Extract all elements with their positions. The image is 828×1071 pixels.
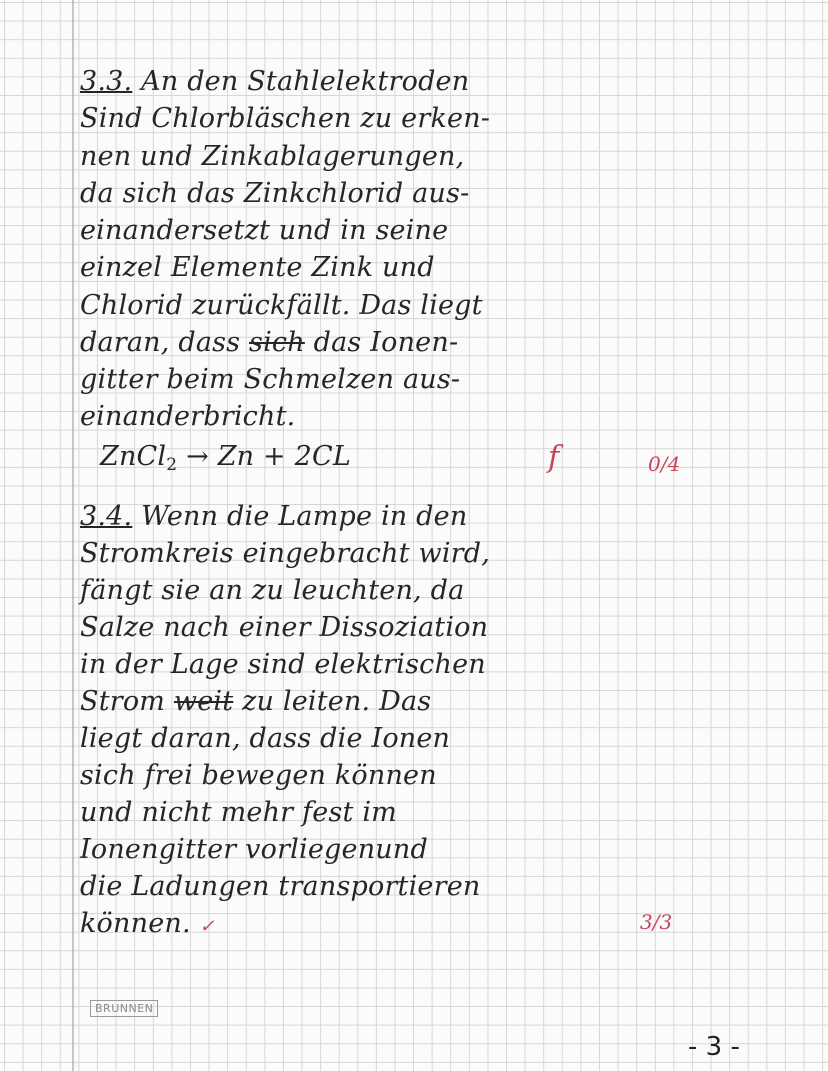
score-3-3: 0/4 bbox=[648, 452, 681, 476]
line-3-3-9: gitter beim Schmelzen aus- bbox=[80, 364, 461, 395]
line-3-3-7: Chlorid zurückfällt. Das liegt bbox=[80, 290, 483, 321]
line-3-3-2: Sind Chlorbläschen zu erken- bbox=[80, 103, 491, 134]
line-3-4-7: liegt daran, dass die Ionen bbox=[80, 723, 451, 754]
line-3-3-4: da sich das Zinkchlorid aus- bbox=[80, 178, 470, 209]
line-3-3-3: nen und Zinkablagerungen, bbox=[80, 141, 465, 172]
line-3-4-5: in der Lage sind elektrischen bbox=[80, 649, 486, 680]
check-mark-icon: ✓ bbox=[199, 916, 215, 937]
section-number-3-3: 3.3. bbox=[80, 66, 133, 97]
line-3-3-6: einzel Elemente Zink und bbox=[80, 252, 435, 283]
score-3-4: 3/3 bbox=[640, 910, 673, 934]
crossed-out-word: sich bbox=[249, 327, 305, 358]
line-3-4-1: 3.4. Wenn die Lampe in den bbox=[80, 501, 468, 532]
line-3-4-11: die Ladungen transportieren bbox=[80, 871, 481, 902]
crossed-out-word: weit bbox=[173, 686, 234, 717]
reaction-arrow-icon: → bbox=[186, 441, 209, 472]
line-3-4-4: Salze nach einer Dissoziation bbox=[80, 612, 489, 643]
line-3-4-8: sich frei bewegen können bbox=[80, 760, 437, 791]
page-number: - 3 - bbox=[688, 1032, 740, 1062]
line-3-3-5: einandersetzt und in seine bbox=[80, 215, 449, 246]
line-3-3-8: daran, dass sich das Ionen- bbox=[80, 327, 459, 358]
line-3-4-6: Strom weit zu leiten. Das bbox=[80, 686, 432, 717]
line-3-4-3: fängt sie an zu leuchten, da bbox=[80, 575, 465, 606]
line-3-4-2: Stromkreis eingebracht wird, bbox=[80, 538, 491, 569]
correction-mark-f: f bbox=[548, 440, 560, 475]
line-3-4-9: und nicht mehr fest im bbox=[80, 797, 397, 828]
line-3-3-1: 3.3. An den Stahlelektroden bbox=[80, 66, 470, 97]
margin-line bbox=[72, 0, 74, 1071]
brand-logo: BRUNNEN bbox=[90, 1000, 158, 1017]
line-3-3-10: einanderbricht. bbox=[80, 401, 296, 432]
section-number-3-4: 3.4. bbox=[80, 501, 133, 532]
line-3-4-10: Ionengitter vorliegenund bbox=[80, 834, 428, 865]
line-3-4-12: können. ✓ bbox=[80, 908, 215, 939]
chemical-equation: ZnCl$_2$ → Zn + 2CL bbox=[100, 441, 352, 475]
